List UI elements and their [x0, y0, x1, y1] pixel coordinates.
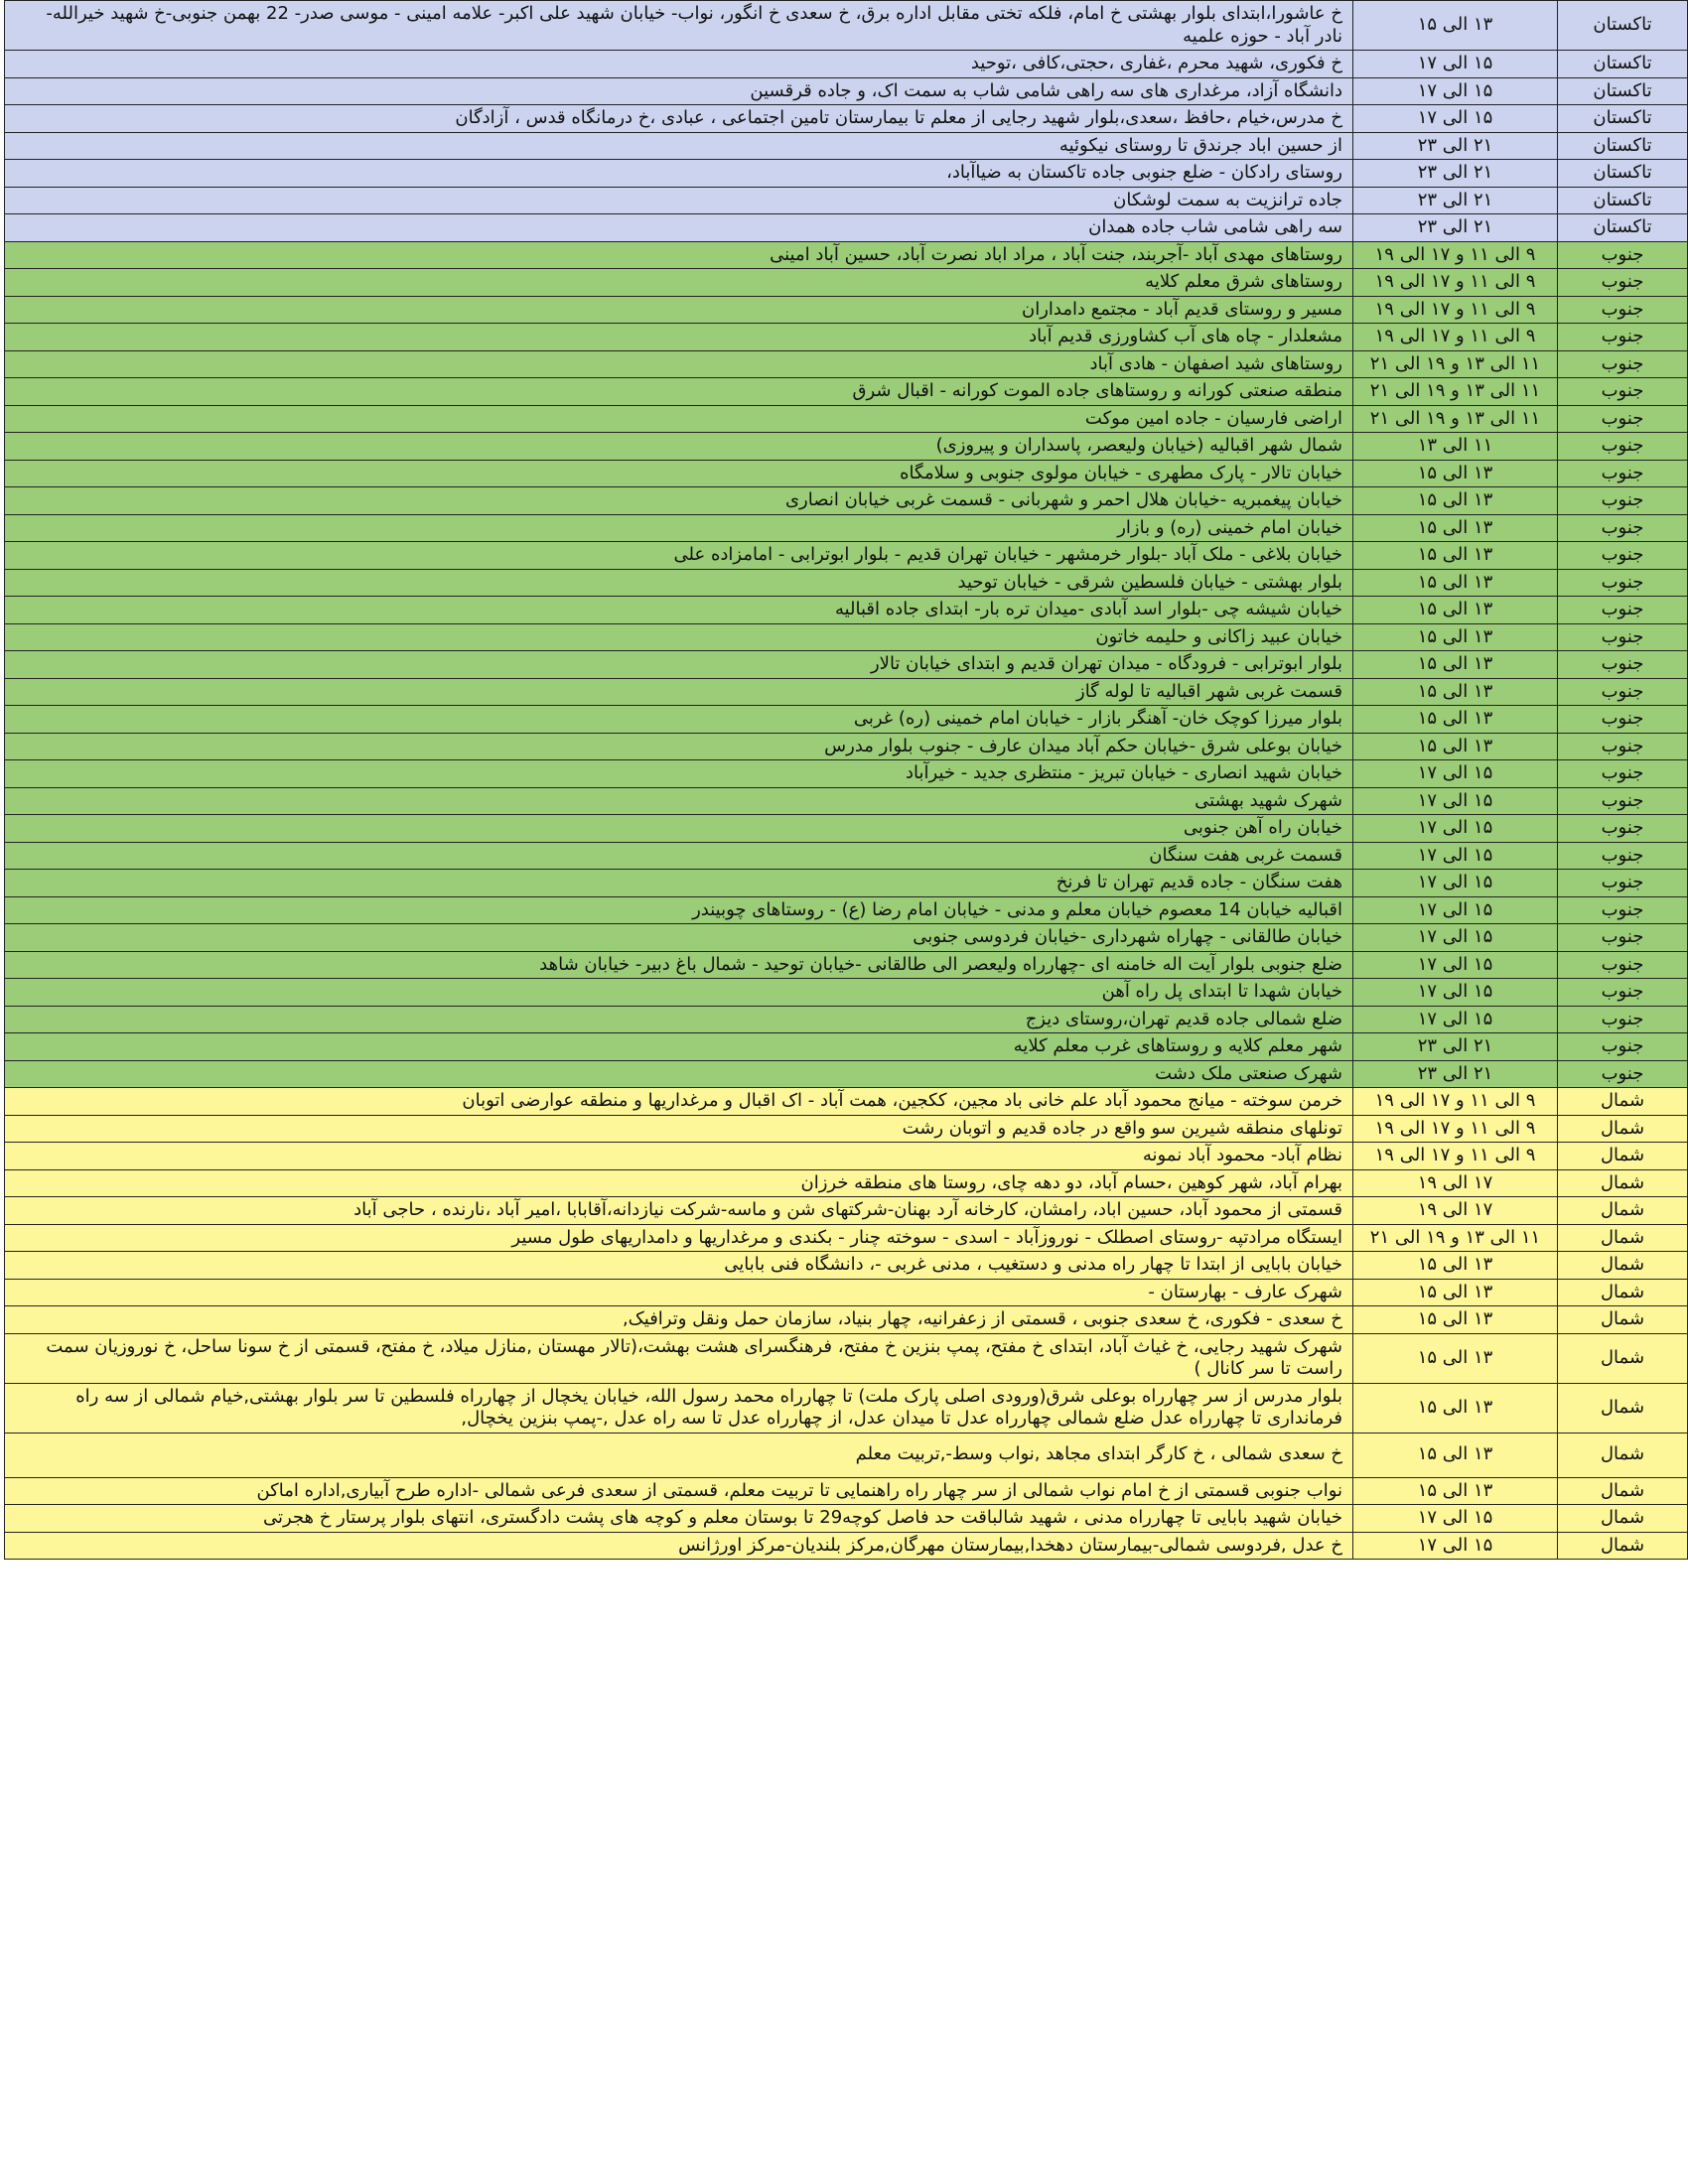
region-cell: جنوب [1558, 951, 1688, 979]
time-cell: ۲۱ الی ۲۳ [1353, 187, 1558, 214]
table-row [5, 1333, 1688, 1383]
location-cell: بلوار ابوترابی - فرودگاه - میدان تهران قدیم و ابتدای خیابان تالار [5, 651, 1353, 679]
region-cell: تاکستان [1558, 1, 1688, 51]
time-cell: ۱۳ الی ۱۵ [1353, 569, 1558, 597]
location-cell: خیابان شهدا تا ابتدای پل راه آهن [5, 979, 1353, 1007]
table-row [5, 1033, 1688, 1061]
location-cell: خرمن سوخته - میانج محمود آباد علم خانی باد مجین، ککجین، همت آباد - اک اقبال و مرغداریها و منطقه عوارضی اتوبان [5, 1088, 1353, 1116]
region-cell: شمال [1558, 1333, 1688, 1383]
location-cell: خیابان بلاغی - ملک آباد -بلوار خرمشهر - خیابان تهران قدیم - بلوار ابوترابی - امامزاده علی [5, 542, 1353, 570]
region-cell: جنوب [1558, 378, 1688, 406]
region-cell: شمال [1558, 1197, 1688, 1225]
location-cell: شهرک شهید رجایی، خ غیاث آباد، ابتدای خ مفتح، پمپ بنزین خ مفتح، فرهنگسرای هشت بهشت،(تالار مهستان ,منازل میلاد، خ مفتح، قسمتی از خ سونا ساحل، خ نوروزیان سمت راست تا سر کانال ) [5, 1333, 1353, 1383]
location-cell: بلوار مدرس از سر چهارراه بوعلی شرق(ورودی اصلی پارک ملت) تا چهارراه محمد رسول الله، خیابان یخچال از چهارراه فلسطین تا سر بلوار بهشتی,خیام شمالی از سه راه فرمانداری تا چهارراه عدل ضلع شمالی چهارراه عدل تا میدان عدل، از چهارراه عدل تا سه راه عدل ,-پمپ بنزین یخچال, [5, 1383, 1353, 1433]
time-cell: ۹ الی ۱۱ و ۱۷ الی ۱۹ [1353, 1088, 1558, 1116]
location-cell: سه راهی شامی شاب جاده همدان [5, 214, 1353, 242]
time-cell: ۱۵ الی ۱۷ [1353, 924, 1558, 952]
time-cell: ۱۳ الی ۱۵ [1353, 733, 1558, 760]
time-cell: ۱۵ الی ۱۷ [1353, 51, 1558, 78]
table-row [5, 160, 1688, 188]
region-cell: جنوب [1558, 296, 1688, 324]
table-row [5, 350, 1688, 378]
time-cell: ۱۵ الی ۱۷ [1353, 77, 1558, 105]
time-cell: ۱۵ الی ۱۷ [1353, 951, 1558, 979]
time-cell: ۱۱ الی ۱۳ و ۱۹ الی ۲۱ [1353, 405, 1558, 433]
table-row [5, 1115, 1688, 1143]
region-cell: جنوب [1558, 760, 1688, 788]
location-cell: شهرک صنعتی ملک دشت [5, 1060, 1353, 1088]
region-cell: شمال [1558, 1433, 1688, 1477]
time-cell: ۱۵ الی ۱۷ [1353, 1505, 1558, 1533]
time-cell: ۱۱ الی ۱۳ و ۱۹ الی ۲۱ [1353, 378, 1558, 406]
table-row [5, 1, 1688, 51]
time-cell: ۹ الی ۱۱ و ۱۷ الی ۱۹ [1353, 269, 1558, 297]
location-cell: شهرک عارف - بهارستان - [5, 1279, 1353, 1306]
region-cell: جنوب [1558, 1060, 1688, 1088]
table-row [5, 1433, 1688, 1477]
region-cell: جنوب [1558, 433, 1688, 461]
table-row [5, 1383, 1688, 1433]
region-cell: تاکستان [1558, 77, 1688, 105]
table-row [5, 187, 1688, 214]
location-cell: خ مدرس،خیام ،حافظ ،سعدی،بلوار شهید رجایی از معلم تا بیمارستان تامین اجتماعی ، عبادی ،خ درمانگاه قدس ، آزادگان [5, 105, 1353, 133]
location-cell: مشعلدار - چاه های آب کشاورزی قدیم آباد [5, 324, 1353, 351]
location-cell: از حسین اباد جرندق تا روستای نیکوئیه [5, 132, 1353, 160]
region-cell: شمال [1558, 1477, 1688, 1505]
location-cell: تونلهای منطقه شیرین سو واقع در جاده قدیم و اتوبان رشت [5, 1115, 1353, 1143]
location-cell: هفت سنگان - جاده قدیم تهران تا فرنخ [5, 870, 1353, 897]
time-cell: ۱۵ الی ۱۷ [1353, 105, 1558, 133]
region-cell: جنوب [1558, 924, 1688, 952]
region-cell: جنوب [1558, 842, 1688, 870]
table-row [5, 1505, 1688, 1533]
location-cell: روستاهای شید اصفهان - هادی آباد [5, 350, 1353, 378]
table-row [5, 1279, 1688, 1306]
location-cell: مسیر و روستای قدیم آباد - مجتمع دامداران [5, 296, 1353, 324]
schedule-body [5, 1, 1688, 1560]
location-cell: خیابان شهید انصاری - خیابان تبریز - منتظری جدید - خیرآباد [5, 760, 1353, 788]
table-row [5, 542, 1688, 570]
region-cell: جنوب [1558, 487, 1688, 515]
table-row [5, 269, 1688, 297]
location-cell: خ عاشورا،ابتدای بلوار بهشتی خ امام، فلکه تختی مقابل اداره برق، خ سعدی خ انگور، نواب- خیابان شهید علی اکبر- علامه امینی - موسی صدر- 22 بهمن جنوبی-خ شهید خیرالله- نادر آباد - حوزه علمیه [5, 1, 1353, 51]
time-cell: ۱۵ الی ۱۷ [1353, 979, 1558, 1007]
location-cell: بلوار میرزا کوچک خان- آهنگر بازار - خیابان امام خمینی (ره) غربی [5, 706, 1353, 734]
time-cell: ۱۱ الی ۱۳ [1353, 433, 1558, 461]
table-row [5, 296, 1688, 324]
time-cell: ۲۱ الی ۲۳ [1353, 1033, 1558, 1061]
region-cell: تاکستان [1558, 105, 1688, 133]
region-cell: جنوب [1558, 787, 1688, 815]
time-cell: ۹ الی ۱۱ و ۱۷ الی ۱۹ [1353, 324, 1558, 351]
table-row [5, 77, 1688, 105]
location-cell: خیابان عبید زاکانی و حلیمه خاتون [5, 623, 1353, 651]
table-row [5, 132, 1688, 160]
table-row [5, 979, 1688, 1007]
time-cell: ۱۳ الی ۱۵ [1353, 460, 1558, 487]
table-row [5, 1252, 1688, 1280]
time-cell: ۱۳ الی ۱۵ [1353, 1252, 1558, 1280]
table-row [5, 1143, 1688, 1170]
time-cell: ۱۵ الی ۱۷ [1353, 1532, 1558, 1560]
time-cell: ۱۵ الی ۱۷ [1353, 842, 1558, 870]
region-cell: جنوب [1558, 1033, 1688, 1061]
location-cell: خ سعدی شمالی ، خ کارگر ابتدای مجاهد ,نواب وسط-,تربیت معلم [5, 1433, 1353, 1477]
region-cell: جنوب [1558, 733, 1688, 760]
location-cell: خیابان شیشه چی -بلوار اسد آبادی -میدان تره بار- ابتدای جاده اقبالیه [5, 597, 1353, 624]
table-row [5, 706, 1688, 734]
time-cell: ۱۱ الی ۱۳ و ۱۹ الی ۲۱ [1353, 1224, 1558, 1252]
region-cell: شمال [1558, 1505, 1688, 1533]
location-cell: منطقه صنعتی کورانه و روستاهای جاده الموت کورانه - اقبال شرق [5, 378, 1353, 406]
location-cell: قسمتی از محمود آباد، حسین اباد، رامشان، کارخانه آرد بهنان-شرکتهای شن و ماسه-شرکت نیازدانه،آقابابا ،امیر آباد ،نارنده ، حاجی آباد [5, 1197, 1353, 1225]
time-cell: ۱۳ الی ۱۵ [1353, 1433, 1558, 1477]
table-row [5, 1060, 1688, 1088]
location-cell: خیابان شهید بابایی تا چهارراه مدنی ، شهید شالباقت حد فاصل کوچه29 تا بوستان معلم و کوچه های پشت دادگستری، انتهای بلوار پرستار خ هجرتی [5, 1505, 1353, 1533]
table-row [5, 324, 1688, 351]
time-cell: ۱۳ الی ۱۵ [1353, 678, 1558, 706]
table-row [5, 1169, 1688, 1197]
region-cell: شمال [1558, 1224, 1688, 1252]
location-cell: جاده ترانزیت به سمت لوشکان [5, 187, 1353, 214]
table-row [5, 815, 1688, 843]
table-row [5, 1224, 1688, 1252]
region-cell: جنوب [1558, 896, 1688, 924]
time-cell: ۱۳ الی ۱۵ [1353, 1, 1558, 51]
region-cell: جنوب [1558, 241, 1688, 269]
location-cell: بهرام آباد، شهر کوهین ،حسام آباد، دو دهه چای، روستا های منطقه خرزان [5, 1169, 1353, 1197]
table-row [5, 870, 1688, 897]
location-cell: خیابان بابایی از ابتدا تا چهار راه مدنی و دستغیب ، مدنی غربی -، دانشگاه فنی بابایی [5, 1252, 1353, 1280]
time-cell: ۱۱ الی ۱۳ و ۱۹ الی ۲۱ [1353, 350, 1558, 378]
table-row [5, 623, 1688, 651]
region-cell: شمال [1558, 1115, 1688, 1143]
location-cell: خ سعدی - فکوری، خ سعدی جنوبی ، قسمتی از زعفرانیه، چهار بنیاد، سازمان حمل ونقل وترافیک, [5, 1306, 1353, 1334]
table-row [5, 105, 1688, 133]
location-cell: دانشگاه آزاد، مرغداری های سه راهی شامی شاب به سمت اک، و جاده قرقسین [5, 77, 1353, 105]
region-cell: شمال [1558, 1143, 1688, 1170]
region-cell: جنوب [1558, 815, 1688, 843]
time-cell: ۱۷ الی ۱۹ [1353, 1197, 1558, 1225]
region-cell: شمال [1558, 1169, 1688, 1197]
table-row [5, 1532, 1688, 1560]
time-cell: ۱۳ الی ۱۵ [1353, 542, 1558, 570]
table-row [5, 760, 1688, 788]
time-cell: ۱۵ الی ۱۷ [1353, 760, 1558, 788]
table-row [5, 1006, 1688, 1033]
region-cell: جنوب [1558, 870, 1688, 897]
location-cell: خیابان بوعلی شرق -خیابان حکم آباد میدان عارف - جنوب بلوار مدرس [5, 733, 1353, 760]
time-cell: ۱۳ الی ۱۵ [1353, 1477, 1558, 1505]
location-cell: ضلع شمالی جاده قدیم تهران،روستای دیزج [5, 1006, 1353, 1033]
table-row [5, 896, 1688, 924]
time-cell: ۱۵ الی ۱۷ [1353, 896, 1558, 924]
time-cell: ۹ الی ۱۱ و ۱۷ الی ۱۹ [1353, 296, 1558, 324]
region-cell: جنوب [1558, 979, 1688, 1007]
region-cell: جنوب [1558, 597, 1688, 624]
table-row [5, 924, 1688, 952]
time-cell: ۱۵ الی ۱۷ [1353, 815, 1558, 843]
table-row [5, 405, 1688, 433]
region-cell: شمال [1558, 1532, 1688, 1560]
region-cell: شمال [1558, 1383, 1688, 1433]
time-cell: ۹ الی ۱۱ و ۱۷ الی ۱۹ [1353, 1115, 1558, 1143]
time-cell: ۱۳ الی ۱۵ [1353, 651, 1558, 679]
time-cell: ۲۱ الی ۲۳ [1353, 1060, 1558, 1088]
region-cell: جنوب [1558, 514, 1688, 542]
time-cell: ۱۳ الی ۱۵ [1353, 1279, 1558, 1306]
region-cell: تاکستان [1558, 160, 1688, 188]
region-cell: جنوب [1558, 269, 1688, 297]
location-cell: شهرک شهید بهشتی [5, 787, 1353, 815]
location-cell: قسمت غربی شهر اقبالیه تا لوله گاز [5, 678, 1353, 706]
region-cell: جنوب [1558, 350, 1688, 378]
location-cell: خیابان امام خمینی (ره) و بازار [5, 514, 1353, 542]
location-cell: خ عدل ,فردوسی شمالی-بیمارستان دهخدا,بیمارستان مهرگان,مرکز بلندیان-مرکز اورژانس [5, 1532, 1353, 1560]
table-row [5, 214, 1688, 242]
time-cell: ۲۱ الی ۲۳ [1353, 214, 1558, 242]
region-cell: جنوب [1558, 706, 1688, 734]
table-row [5, 241, 1688, 269]
time-cell: ۲۱ الی ۲۳ [1353, 132, 1558, 160]
time-cell: ۱۳ الی ۱۵ [1353, 623, 1558, 651]
time-cell: ۲۱ الی ۲۳ [1353, 160, 1558, 188]
region-cell: تاکستان [1558, 214, 1688, 242]
table-row [5, 1088, 1688, 1116]
region-cell: جنوب [1558, 623, 1688, 651]
region-cell: جنوب [1558, 1006, 1688, 1033]
table-row [5, 487, 1688, 515]
time-cell: ۱۷ الی ۱۹ [1353, 1169, 1558, 1197]
table-row [5, 951, 1688, 979]
region-cell: جنوب [1558, 651, 1688, 679]
time-cell: ۹ الی ۱۱ و ۱۷ الی ۱۹ [1353, 241, 1558, 269]
table-row [5, 787, 1688, 815]
location-cell: شهر معلم کلایه و روستاهای غرب معلم کلایه [5, 1033, 1353, 1061]
region-cell: تاکستان [1558, 187, 1688, 214]
table-row [5, 733, 1688, 760]
table-row [5, 842, 1688, 870]
time-cell: ۱۳ الی ۱۵ [1353, 1306, 1558, 1334]
time-cell: ۱۳ الی ۱۵ [1353, 487, 1558, 515]
location-cell: اقبالیه خیابان 14 معصوم خیابان معلم و مدنی - خیابان امام رضا (ع) - روستاهای چوبیندر [5, 896, 1353, 924]
location-cell: روستاهای مهدی آباد -آجربند، جنت آباد ، مراد اباد نصرت آباد، حسین آباد امینی [5, 241, 1353, 269]
location-cell: خیابان تالار - پارک مطهری - خیابان مولوی جنوبی و سلامگاه [5, 460, 1353, 487]
region-cell: جنوب [1558, 324, 1688, 351]
location-cell: روستاهای شرق معلم کلایه [5, 269, 1353, 297]
table-row [5, 460, 1688, 487]
table-row [5, 378, 1688, 406]
time-cell: ۱۵ الی ۱۷ [1353, 787, 1558, 815]
table-row [5, 1306, 1688, 1334]
table-row [5, 569, 1688, 597]
time-cell: ۱۳ الی ۱۵ [1353, 1333, 1558, 1383]
region-cell: شمال [1558, 1088, 1688, 1116]
location-cell: خیابان راه آهن جنوبی [5, 815, 1353, 843]
table-row [5, 51, 1688, 78]
outage-schedule-table [4, 0, 1688, 1560]
location-cell: بلوار بهشتی - خیابان فلسطین شرقی - خیابان توحید [5, 569, 1353, 597]
time-cell: ۱۳ الی ۱۵ [1353, 514, 1558, 542]
table-row [5, 514, 1688, 542]
region-cell: جنوب [1558, 569, 1688, 597]
time-cell: ۱۵ الی ۱۷ [1353, 870, 1558, 897]
location-cell: نظام آباد- محمود آباد نمونه [5, 1143, 1353, 1170]
region-cell: شمال [1558, 1279, 1688, 1306]
table-row [5, 1197, 1688, 1225]
location-cell: ایستگاه مرادتپه -روستای اصطلک - نوروزآباد - اسدی - سوخته چنار - بکندی و مرغداریها و دامداریهای طول مسیر [5, 1224, 1353, 1252]
location-cell: اراضی فارسیان - جاده امین موکت [5, 405, 1353, 433]
time-cell: ۱۳ الی ۱۵ [1353, 706, 1558, 734]
region-cell: شمال [1558, 1252, 1688, 1280]
location-cell: شمال شهر اقبالیه (خیابان ولیعصر، پاسداران و پیروزی) [5, 433, 1353, 461]
location-cell: روستای رادکان - ضلع جنوبی جاده تاکستان به ضیاآباد، [5, 160, 1353, 188]
table-row [5, 597, 1688, 624]
region-cell: شمال [1558, 1306, 1688, 1334]
time-cell: ۱۵ الی ۱۷ [1353, 1006, 1558, 1033]
location-cell: قسمت غربی هفت سنگان [5, 842, 1353, 870]
region-cell: تاکستان [1558, 132, 1688, 160]
location-cell: خیابان پیغمبریه -خیابان هلال احمر و شهربانی - قسمت غربی خیابان انصاری [5, 487, 1353, 515]
region-cell: جنوب [1558, 542, 1688, 570]
location-cell: خ فکوری، شهید محرم ،غفاری ،حجتی،کافی ،توحید [5, 51, 1353, 78]
region-cell: جنوب [1558, 405, 1688, 433]
location-cell: ضلع جنوبی بلوار آیت اله خامنه ای -چهارراه ولیعصر الی طالقانی -خیابان توحید - شمال باغ دبیر- خیابان شاهد [5, 951, 1353, 979]
table-row [5, 433, 1688, 461]
time-cell: ۱۳ الی ۱۵ [1353, 1383, 1558, 1433]
time-cell: ۱۳ الی ۱۵ [1353, 597, 1558, 624]
location-cell: نواب جنوبی قسمتی از خ امام نواب شمالی از سر چهار راه راهنمایی تا تربیت معلم، قسمتی از سعدی فرعی شمالی -اداره طرح آبیاری,اداره اماکن [5, 1477, 1353, 1505]
region-cell: جنوب [1558, 678, 1688, 706]
region-cell: تاکستان [1558, 51, 1688, 78]
table-row [5, 651, 1688, 679]
region-cell: جنوب [1558, 460, 1688, 487]
time-cell: ۹ الی ۱۱ و ۱۷ الی ۱۹ [1353, 1143, 1558, 1170]
location-cell: خیابان طالقانی - چهاراه شهرداری -خیابان فردوسی جنوبی [5, 924, 1353, 952]
table-row [5, 1477, 1688, 1505]
table-row [5, 678, 1688, 706]
